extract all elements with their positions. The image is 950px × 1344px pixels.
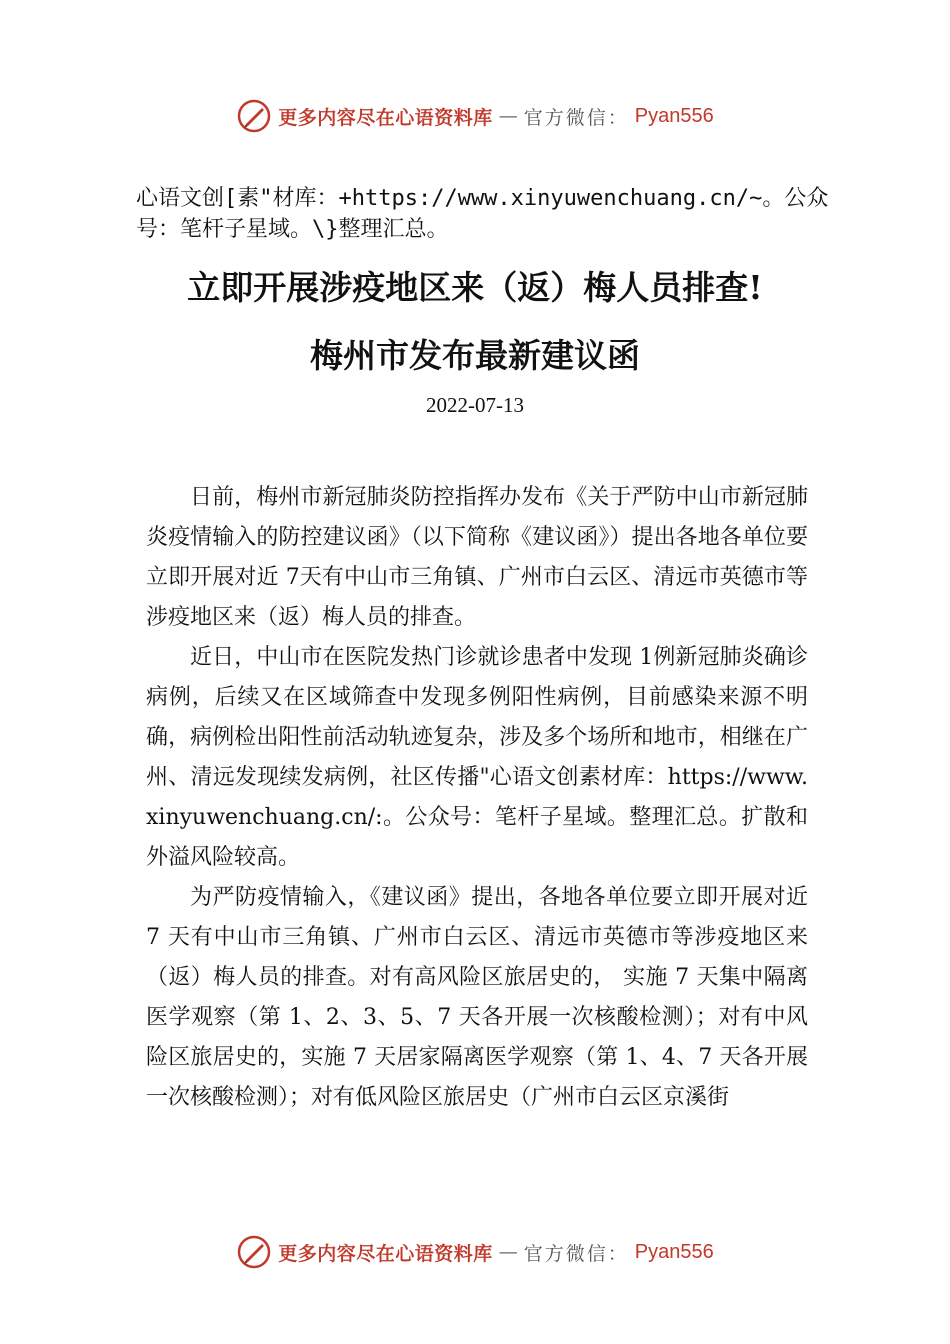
source-note: 心语文创[素"材库：+https://www.xinyuwenchuang.cn/~。公众号：笔杆子星域。\}整理汇总。 (136, 186, 829, 242)
page-title-line-2: 梅州市发布最新建议函 (310, 336, 640, 375)
page-title-line-1: 立即开展涉疫地区来（返）梅人员排查! (187, 268, 763, 307)
banner-dash: — (498, 1241, 518, 1263)
pen-logo-icon (236, 98, 272, 134)
paragraph: 日前，梅州市新冠肺炎防控指挥办发布《关于严防中山市新冠肺炎疫情输入的防控建议函》（以下简称《建议函》）提出各地各单位要立即开展对近 7天有中山市三角镇、广州市白云区、清远市英德市等涉疫地区来（返）梅人员的排查。 (146, 485, 808, 630)
paragraph: 为严防疫情输入，《建议函》提出，各地各单位要立即开展对近 7 天有中山市三角镇、广州市白云区、清远市英德市等涉疫地区来（返）梅人员的排查。对有高风险区旅居史的， 实施 7 天集中隔离医学观察（第 1、2、3、5、7 天各开展一次核酸检测）；对有中风险区旅居史的，实施 7 天居家隔离医学观察（第 1、4、7 天各开展一次核酸检测）；对有低风险区旅居史（广州市白云区京溪街 (146, 885, 808, 1110)
banner-wechat-id: Pyan556 (634, 104, 714, 127)
banner-dash: — (498, 105, 518, 127)
banner-main-text: 更多内容尽在心语资料库 (278, 106, 493, 129)
article-body (146, 478, 808, 1118)
banner-wechat-id: Pyan556 (634, 1240, 714, 1263)
paragraph: 近日，中山市在医院发热门诊就诊患者中发现 1例新冠肺炎确诊病例，后续又在区域筛查中发现多例阳性病例，目前感染来源不明确，病例检出阳性前活动轨迹复杂，涉及多个场所和地市，相继在广州、清远发现续发病例，社区传播"心语文创素材库：https://www.xinyuwenchuang.cn/:。公众号：笔杆子星域。整理汇总。扩散和外溢风险较高。 (146, 645, 808, 870)
publish-date: 2022-07-13 (426, 393, 524, 417)
banner-wechat-label: 官方微信： (523, 1242, 629, 1265)
bottom-banner (0, 1232, 950, 1272)
top-banner (0, 96, 950, 136)
pen-logo-icon (236, 1234, 272, 1270)
banner-wechat-label: 官方微信： (523, 106, 629, 129)
banner-main-text: 更多内容尽在心语资料库 (278, 1242, 493, 1265)
